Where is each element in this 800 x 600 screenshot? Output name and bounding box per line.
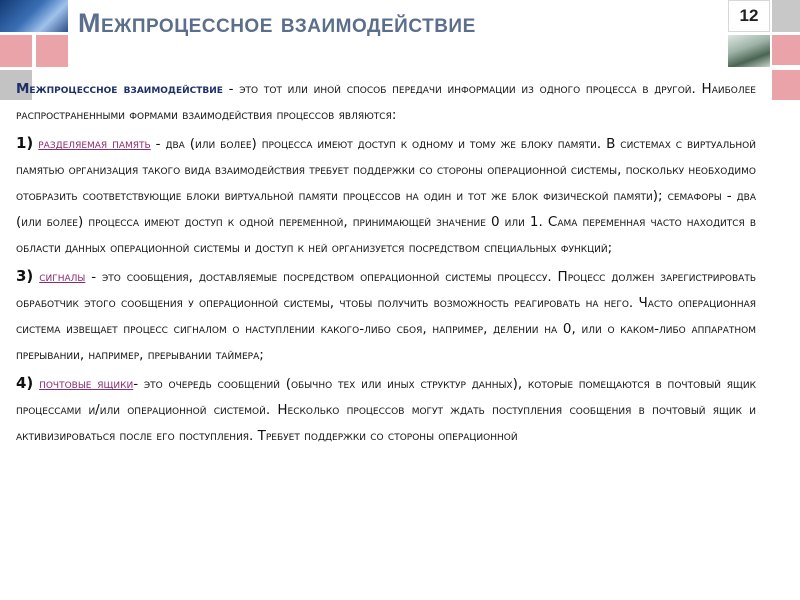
page-number: 12	[728, 0, 770, 32]
list-item	[16, 370, 756, 449]
intro-paragraph	[16, 76, 756, 128]
item-text: - это сообщения, доставляемые посредством операционной системы процессу. Процесс должен зарегистрировать обработчик этого сообщения у операционной системы, чтобы получить возможность реагировать на него. Часто операционная система извещает процесс сигналом о наступлении какого-либо сбоя, например, делении на 0, или о каком-либо аппаратном прерывании, например, прерывании таймера;	[16, 269, 756, 363]
header-photo-image	[728, 35, 770, 67]
term-link-signals[interactable]: сигналы	[39, 269, 86, 285]
item-text: - это очередь сообщений (обычно тех или иных структур данных), которые помещаются в почтовый ящик процессами и/или операционной системой. Несколько процессов могут ждать поступления сообщения в почтовый ящик и активизироваться после его поступления. Требует поддержки со стороны операционной	[16, 376, 757, 444]
item-number: 4)	[16, 374, 34, 392]
list-item	[16, 130, 756, 261]
slide-body	[16, 76, 756, 451]
item-number: 3)	[16, 267, 34, 285]
term-link-mailboxes[interactable]: почтовые ящики	[39, 376, 134, 392]
list-item	[16, 263, 756, 368]
intro-text: - это тот или иной способ передачи информации из одного процесса в другой. Наиболее распространенными формами взаимодействия процессов являются:	[16, 81, 756, 123]
decorative-square	[0, 35, 32, 67]
item-number: 1)	[16, 134, 34, 152]
decorative-square	[772, 35, 800, 65]
decorative-square	[772, 70, 800, 100]
slide-title: Межпроцессное взаимодействие	[78, 8, 476, 38]
header-logo-image	[0, 0, 68, 32]
intro-lead: Межпроцессное взаимодействие	[16, 81, 223, 97]
term-link-shared-memory[interactable]: разделяемая память	[38, 136, 151, 152]
item-text: - два (или более) процесса имеют доступ к одному и тому же блоку памяти. В системах с виртуальной памятью организация такого вида взаимодействия требует поддержки со стороны операционной системы, поскольку необходимо отобразить соответствующие блоки виртуальной памяти процессов на один и тот же блок физической памяти); семафоры - два (или более) процесса имеют доступ к одной переменной, принимающей значение 0 или 1. Сама переменная часто находится в области данных операционной системы и доступ к ней организуется посредством специальных функций;	[16, 136, 756, 256]
decorative-square	[36, 35, 68, 67]
decorative-square	[772, 0, 800, 32]
